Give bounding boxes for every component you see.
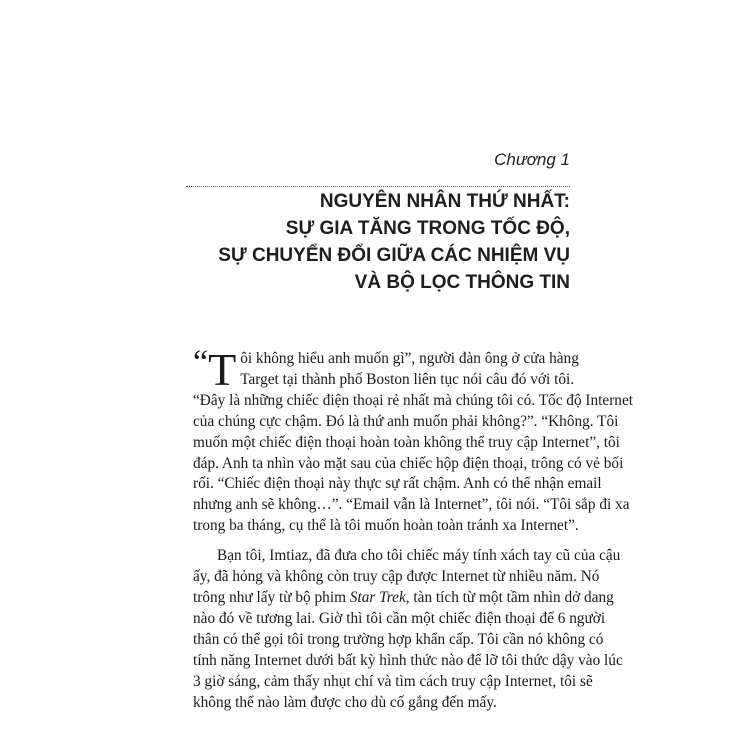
text-line: Bạn tôi, Imtiaz, đã đưa cho tôi chiếc máy tính xách tay cũ của cậu [217,547,621,565]
chapter-title-line: SỰ GIA TĂNG TRONG TỐC ĐỘ, [285,218,570,239]
text-line: muốn một chiếc điện thoại hoàn toàn không thể truy cập Internet”, tôi [193,433,620,451]
chapter-title [218,188,570,296]
text-line: của chúng cực chậm. Đó là thứ anh muốn phải không?”. “Không. Tôi [193,412,619,430]
chapter-title-line: NGUYÊN NHÂN THỨ NHẤT: [319,191,570,212]
body-text [193,344,633,713]
text-line: trong ba tháng, cụ thể là tôi muốn hoàn toàn tránh xa Internet”. [193,517,579,535]
text-line [193,588,614,609]
dotted-divider [186,186,570,187]
chapter-label: Chương 1 [494,150,570,169]
chapter-title-line: SỰ CHUYỂN ĐỔI GIỮA CÁC NHIỆM VỤ [218,245,570,266]
paragraph-2 [193,546,623,713]
text-line: 3 giờ sáng, cảm thấy nhụt chí và tìm cách truy cập Internet, tôi sẽ [193,672,593,690]
paragraph-1 [193,344,633,537]
text-line: thân có thể gọi tôi trong trường hợp khẩn cấp. Tôi cần nó không có [193,630,604,648]
text-line: nhưng anh sẽ không…”. “Email vẫn là Internet”, tôi nói. “Tôi sắp đi xa [193,496,630,514]
text-segment: , tàn tích từ một tầm nhìn dở dang [405,588,614,606]
opening-quote-mark: “ [193,344,209,381]
text-line: nào đó về tương lai. Giờ thì tôi cần một chiếc điện thoại để 6 người [193,609,606,627]
text-line: tính năng Internet dưới bất kỳ hình thức nào để lỡ tôi thức dậy vào lúc [193,651,623,669]
dropcap-letter: T [208,344,237,395]
text-segment: trông như lấy từ bộ phim [193,588,350,606]
text-line: ôi không hiểu anh muốn gì”, người đàn ông ở cửa hàng [240,350,579,367]
text-line: rối. “Chiếc điện thoại này thực sự rất chậm. Anh có thể nhận email [193,475,602,493]
film-title: Star Trek [349,588,406,606]
dropcap-group [193,344,237,395]
text-line: “Đây là những chiếc điện thoại rẻ nhất mà chúng tôi có. Tốc độ Internet [193,391,633,409]
chapter-title-line: VÀ BỘ LỌC THÔNG TIN [354,272,570,293]
text-line: đáp. Anh ta nhìn vào mặt sau của chiếc hộp điện thoại, trông có vẻ bối [193,454,624,472]
text-line: ấy, đã hỏng và không còn truy cập được Internet từ nhiều năm. Nó [193,568,600,586]
text-line: không thể nào làm được cho dù cố gắng đến mấy. [193,693,497,711]
text-line: Target tại thành phố Boston liên tục nói câu đó với tôi. [240,370,575,388]
